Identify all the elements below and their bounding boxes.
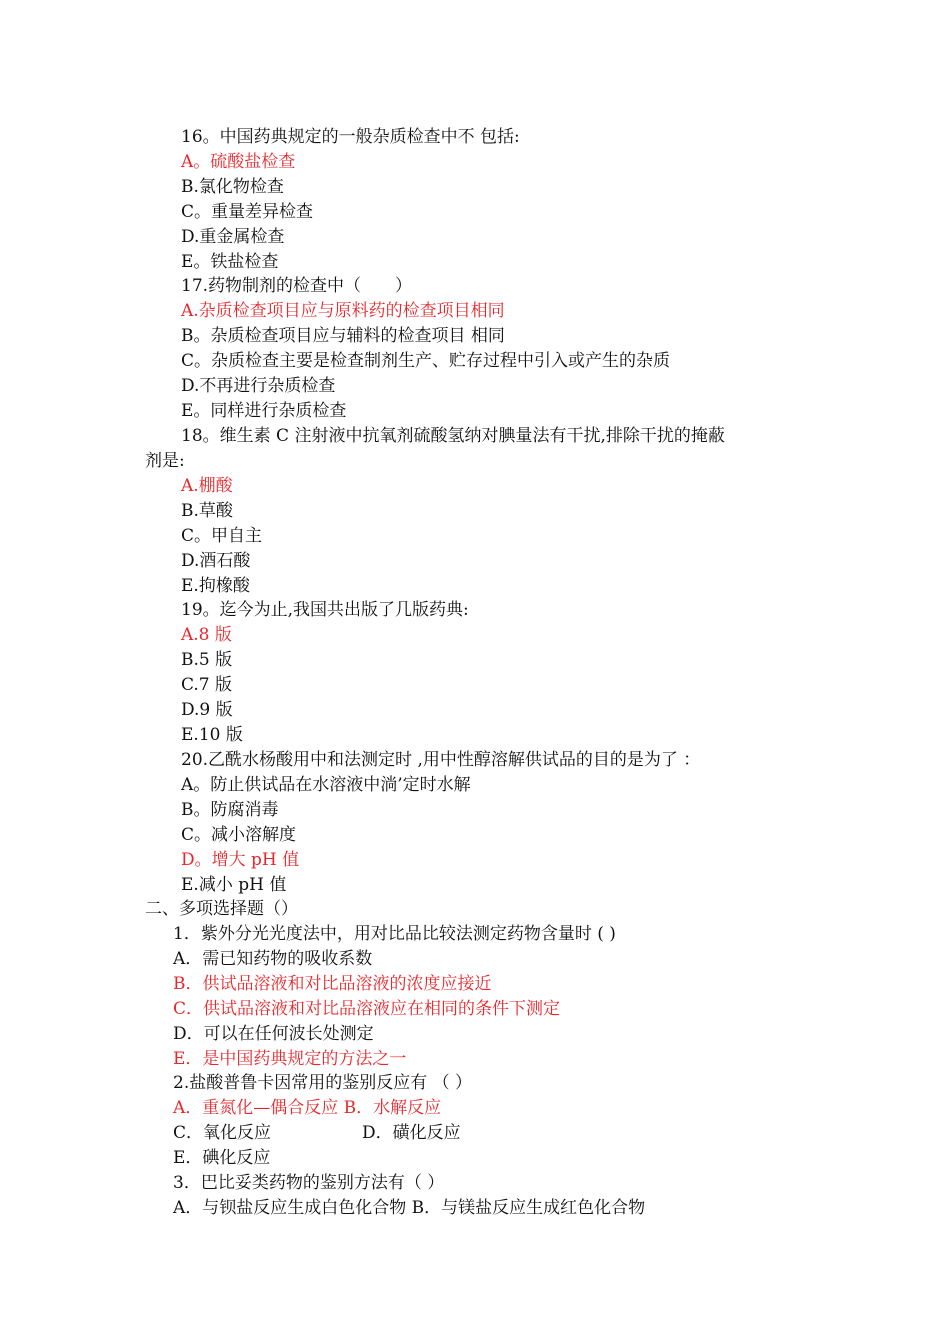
question-17-option-b: B。杂质检查项目应与辅料的检查项目 相同 — [181, 326, 505, 346]
question-18-option-a-correct: A.棚酸 — [181, 476, 233, 496]
mc-question-3-stem: 3．巴比妥类药物的鉴别方法有（ ） — [173, 1173, 445, 1193]
question-18-option-c: C。甲自主 — [181, 526, 263, 546]
mc-question-3-options-a-b: A．与钡盐反应生成白色化合物 B．与镁盐反应生成红色化合物 — [173, 1198, 646, 1218]
question-16-stem: 16。中国药典规定的一般杂质检查中不 包括: — [181, 127, 520, 147]
question-16-option-a-correct: A。硫酸盐检查 — [181, 152, 296, 172]
question-18-option-b: B.草酸 — [181, 501, 233, 521]
question-17-option-a-correct: A.杂质检查项目应与原料药的检查项目相同 — [181, 301, 505, 321]
mc-question-2-option-e: E．碘化反应 — [173, 1148, 271, 1168]
question-17-stem: 17.药物制剂的检查中（ ） — [181, 276, 413, 296]
question-20-option-d-correct: D。增大 pH 值 — [181, 850, 300, 870]
question-16-option-c: C。重量差异检查 — [181, 202, 314, 222]
mc-question-2-options-a-b-correct: A．重氮化—偶合反应 B．水解反应 — [173, 1098, 442, 1118]
question-18-stem-continued: 剂是: — [145, 451, 185, 471]
question-20-option-c: C。减小溶解度 — [181, 825, 297, 845]
mc-question-1-stem: 1．紫外分光光度法中，用对比品比较法测定药物含量时 ( ) — [173, 924, 616, 944]
mc-question-1-option-e-correct: E．是中国药典规定的方法之一 — [173, 1049, 407, 1069]
question-16-option-b: B.氯化物检查 — [181, 177, 284, 197]
mc-question-2-option-d: D．磺化反应 — [362, 1123, 461, 1143]
question-20-option-a: A。防止供试品在水溶液中淌’定时水解 — [181, 775, 471, 795]
mc-question-1-option-d: D．可以在任何波长处测定 — [173, 1024, 374, 1044]
question-20-stem: 20.乙酰水杨酸用中和法测定时 ,用中性醇溶解供试品的目的是为了 ： — [181, 750, 701, 770]
mc-question-2-option-c: C．氧化反应 — [173, 1123, 272, 1143]
question-19-option-e: E.10 版 — [181, 725, 243, 745]
question-17-option-e: E。同样进行杂质检查 — [181, 401, 347, 421]
question-17-option-d: D.不再进行杂质检查 — [181, 376, 336, 396]
question-20-option-b: B。防腐消毒 — [181, 800, 279, 820]
question-17-option-c: C。杂质检查主要是检查制剂生产、贮存过程中引入或产生的杂质 — [181, 351, 671, 371]
question-19-option-c: C.7 版 — [181, 675, 233, 695]
question-18-option-e: E.拘橡酸 — [181, 576, 250, 596]
question-19-option-b: B.5 版 — [181, 650, 233, 670]
mc-question-1-option-b-correct: B．供试品溶液和对比品溶液的浓度应接近 — [173, 974, 492, 994]
mc-question-1-option-c-correct: C．供试品溶液和对比品溶液应在相同的条件下测定 — [173, 999, 561, 1019]
question-16-option-d: D.重金属检查 — [181, 227, 285, 247]
question-20-option-e: E.减小 pH 值 — [181, 875, 287, 895]
mc-question-2-stem: 2.盐酸普鲁卡因常用的鉴别反应有 （ ） — [173, 1073, 473, 1093]
mc-question-1-option-a: A．需已知药物的吸收系数 — [173, 949, 373, 969]
question-18-stem: 18。维生素 C 注射液中抗氧剂硫酸氢纳对腆量法有干扰,排除干扰的掩蔽 — [181, 426, 725, 446]
question-16-option-e: E。铁盐检查 — [181, 252, 279, 272]
section-heading-multiple-choice: 二、多项选择题（） — [145, 899, 298, 919]
question-19-option-a-correct: A.8 版 — [181, 625, 232, 645]
question-19-stem: 19。迄今为止,我国共出版了几版药典: — [181, 600, 469, 620]
question-19-option-d: D.9 版 — [181, 700, 233, 720]
question-18-option-d: D.酒石酸 — [181, 551, 251, 571]
